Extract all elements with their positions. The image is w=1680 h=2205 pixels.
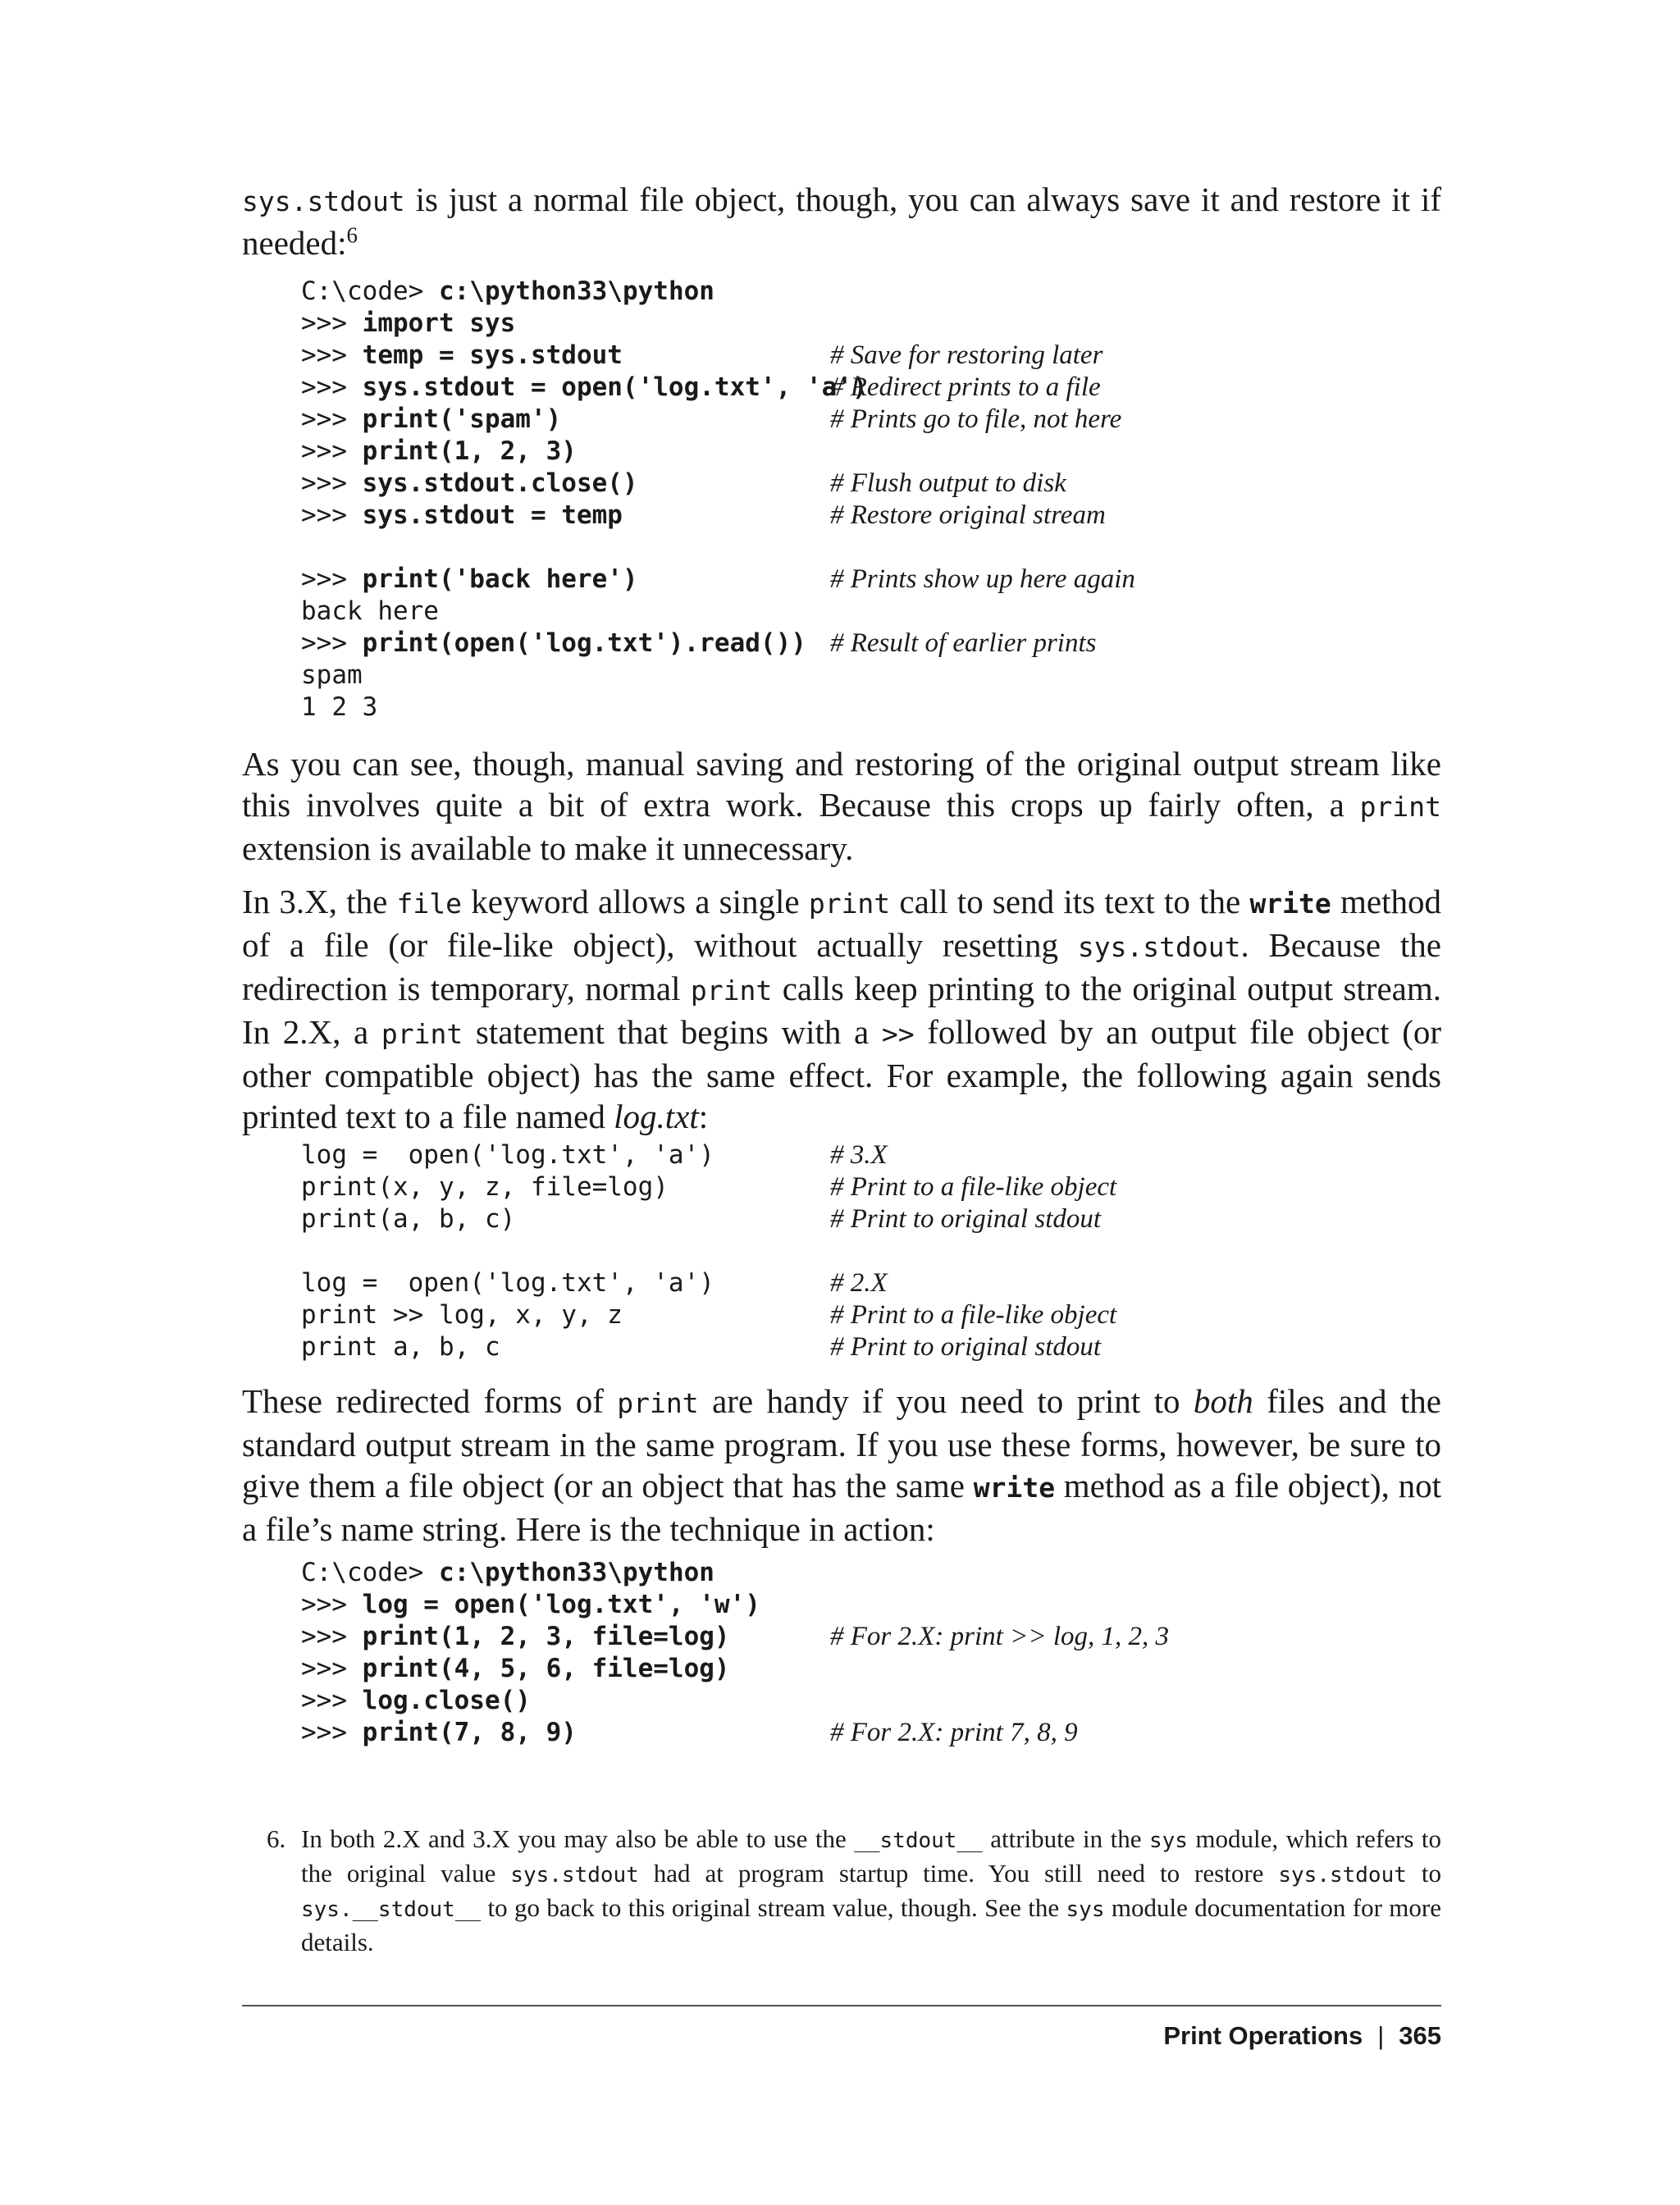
code-line <box>301 596 868 628</box>
code-line <box>301 276 868 308</box>
code-line <box>301 404 1122 436</box>
code-command: log = open('log.txt', 'w') <box>362 1590 760 1619</box>
code-comment: # Save for restoring later <box>830 340 1103 370</box>
code-line <box>301 1299 1117 1331</box>
inline-code: sys.stdout <box>242 185 405 217</box>
code-comment: # Restore original stream <box>830 500 1106 530</box>
code-block-1 <box>301 276 1135 724</box>
code-text: >>> <box>301 372 363 402</box>
code-command: print('spam') <box>362 404 562 434</box>
code-command: print(7, 8, 9) <box>362 1718 577 1747</box>
code-command: print(4, 5, 6, file=log) <box>362 1654 730 1683</box>
code-command: print('back here') <box>362 564 638 594</box>
footer-separator: | <box>1377 2021 1385 2050</box>
code-line <box>301 340 1103 372</box>
code-text: print(a, b, c) <box>301 1204 516 1234</box>
running-footer <box>1163 2020 1441 2052</box>
code-line <box>301 1171 1117 1203</box>
code-text: 1 2 3 <box>301 692 378 722</box>
code-line <box>301 1621 1170 1653</box>
code-comment: # Prints show up here again <box>830 564 1135 594</box>
code-line <box>301 1653 760 1685</box>
code-line <box>301 1139 888 1171</box>
code-text: >>> <box>301 404 363 434</box>
code-command: print(1, 2, 3) <box>362 436 577 466</box>
intro-paragraph: sys.stdout is just a normal file object, though, you can always save it and restore it if needed:$^6$ <box>242 180 1441 262</box>
paragraph-4: These redirected forms of print are handy if you need to print to both files and the standard output stream in the same program. If you use these forms, however, be sure to give them a file object (or an object that has the same write method as a file object), not a file’s name string. Here is the technique in action: <box>242 1382 1441 1548</box>
code-text: >>> <box>301 628 363 658</box>
code-block-3 <box>301 1557 1170 1749</box>
code-text: >>> <box>301 468 363 498</box>
code-line <box>301 628 1097 660</box>
code-comment: # Print to original stdout <box>830 1332 1102 1362</box>
code-comment: # For 2.X: print >> log, 1, 2, 3 <box>830 1622 1170 1651</box>
footnote <box>242 1823 1441 1958</box>
paragraph-2: As you can see, though, manual saving and restoring of the original output stream like this involves quite a bit of extra work. Because this crops up fairly often, a print extension is available to make it unnecessary. <box>242 745 1441 867</box>
code-block-2 <box>301 1139 1117 1363</box>
code-line <box>301 1557 760 1589</box>
code-line <box>301 1235 714 1267</box>
code-command: c:\python33\python <box>438 276 714 306</box>
code-text: >>> <box>301 1590 363 1619</box>
code-text: C:\code> <box>301 1558 439 1587</box>
code-text: >>> <box>301 436 363 466</box>
code-comment: # For 2.X: print 7, 8, 9 <box>830 1718 1078 1747</box>
code-text: back here <box>301 596 439 626</box>
code-line <box>301 1331 1102 1363</box>
code-command: print(open('log.txt').read()) <box>362 628 806 658</box>
code-text: log = open('log.txt', 'a') <box>301 1268 714 1298</box>
code-line <box>301 1203 1102 1235</box>
code-text: >>> <box>301 500 363 530</box>
code-line <box>301 500 1106 532</box>
code-text: print >> log, x, y, z <box>301 1300 623 1330</box>
code-text: >>> <box>301 1654 363 1683</box>
paragraph-3: In 3.X, the file keyword allows a single print call to send its text to the write method of a file (or file-like object), without actually resetting sys.stdout. Because the redirection is temporary, normal print calls keep printing to the original output stream. In 2.X, a print statement that begins with a >> followed by an output file object (or other compatible object) has the same effect. For example, the following again sends printed text to a file named log.txt: <box>242 883 1441 1135</box>
code-line <box>301 660 868 692</box>
code-comment: # Redirect prints to a file <box>830 372 1101 402</box>
code-text: print a, b, c <box>301 1332 500 1362</box>
footnote-text: In both 2.X and 3.X you may also be able to use the __stdout__ attribute in the sys module, which refers to the original value sys.stdout had at program startup time. You still need to restore sys.stdout to sys.__stdout__ to go back to this original stream value, though. See the sys module documentation for more details. <box>301 1824 1442 1956</box>
code-comment: # Prints go to file, not here <box>830 404 1122 434</box>
code-text: >>> <box>301 564 363 594</box>
footer-rule <box>242 2005 1441 2006</box>
code-command: sys.stdout.close() <box>362 468 638 498</box>
code-line <box>301 692 868 724</box>
code-line <box>301 468 1066 500</box>
code-comment: # Print to original stdout <box>830 1204 1102 1234</box>
code-command: sys.stdout = open('log.txt', 'a') <box>362 372 868 402</box>
code-line <box>301 436 868 468</box>
code-text: >>> <box>301 308 363 338</box>
code-line <box>301 1717 1078 1749</box>
code-comment: # Result of earlier prints <box>830 628 1097 658</box>
footnote-ref: 6 <box>346 222 358 248</box>
code-line <box>301 564 1135 596</box>
footnote-number: 6. <box>267 1824 286 1853</box>
code-comment: # Flush output to disk <box>830 468 1066 498</box>
code-line <box>301 1267 888 1299</box>
code-text: print(x, y, z, file=log) <box>301 1172 669 1202</box>
code-comment: # Print to a file-like object <box>830 1300 1117 1330</box>
code-comment: # 2.X <box>830 1268 888 1298</box>
code-command: temp = sys.stdout <box>362 340 623 370</box>
code-text: spam <box>301 660 363 690</box>
code-text: >>> <box>301 1622 363 1651</box>
code-text: >>> <box>301 340 363 370</box>
code-comment: # 3.X <box>830 1140 888 1170</box>
code-line <box>301 532 868 564</box>
code-command: c:\python33\python <box>438 1558 714 1587</box>
code-command: sys.stdout = temp <box>362 500 623 530</box>
page-number: 365 <box>1399 2021 1441 2050</box>
code-text: >>> <box>301 1718 363 1747</box>
code-text: C:\code> <box>301 276 439 306</box>
code-line <box>301 372 1101 404</box>
code-line <box>301 308 868 340</box>
code-text: >>> <box>301 1686 363 1715</box>
code-line <box>301 1685 760 1717</box>
code-command: import sys <box>362 308 516 338</box>
code-text: log = open('log.txt', 'a') <box>301 1140 714 1170</box>
code-comment: # Print to a file-like object <box>830 1172 1117 1202</box>
code-command: log.close() <box>362 1686 531 1715</box>
code-command: print(1, 2, 3, file=log) <box>362 1622 730 1651</box>
code-line <box>301 1589 760 1621</box>
section-title: Print Operations <box>1163 2021 1363 2050</box>
